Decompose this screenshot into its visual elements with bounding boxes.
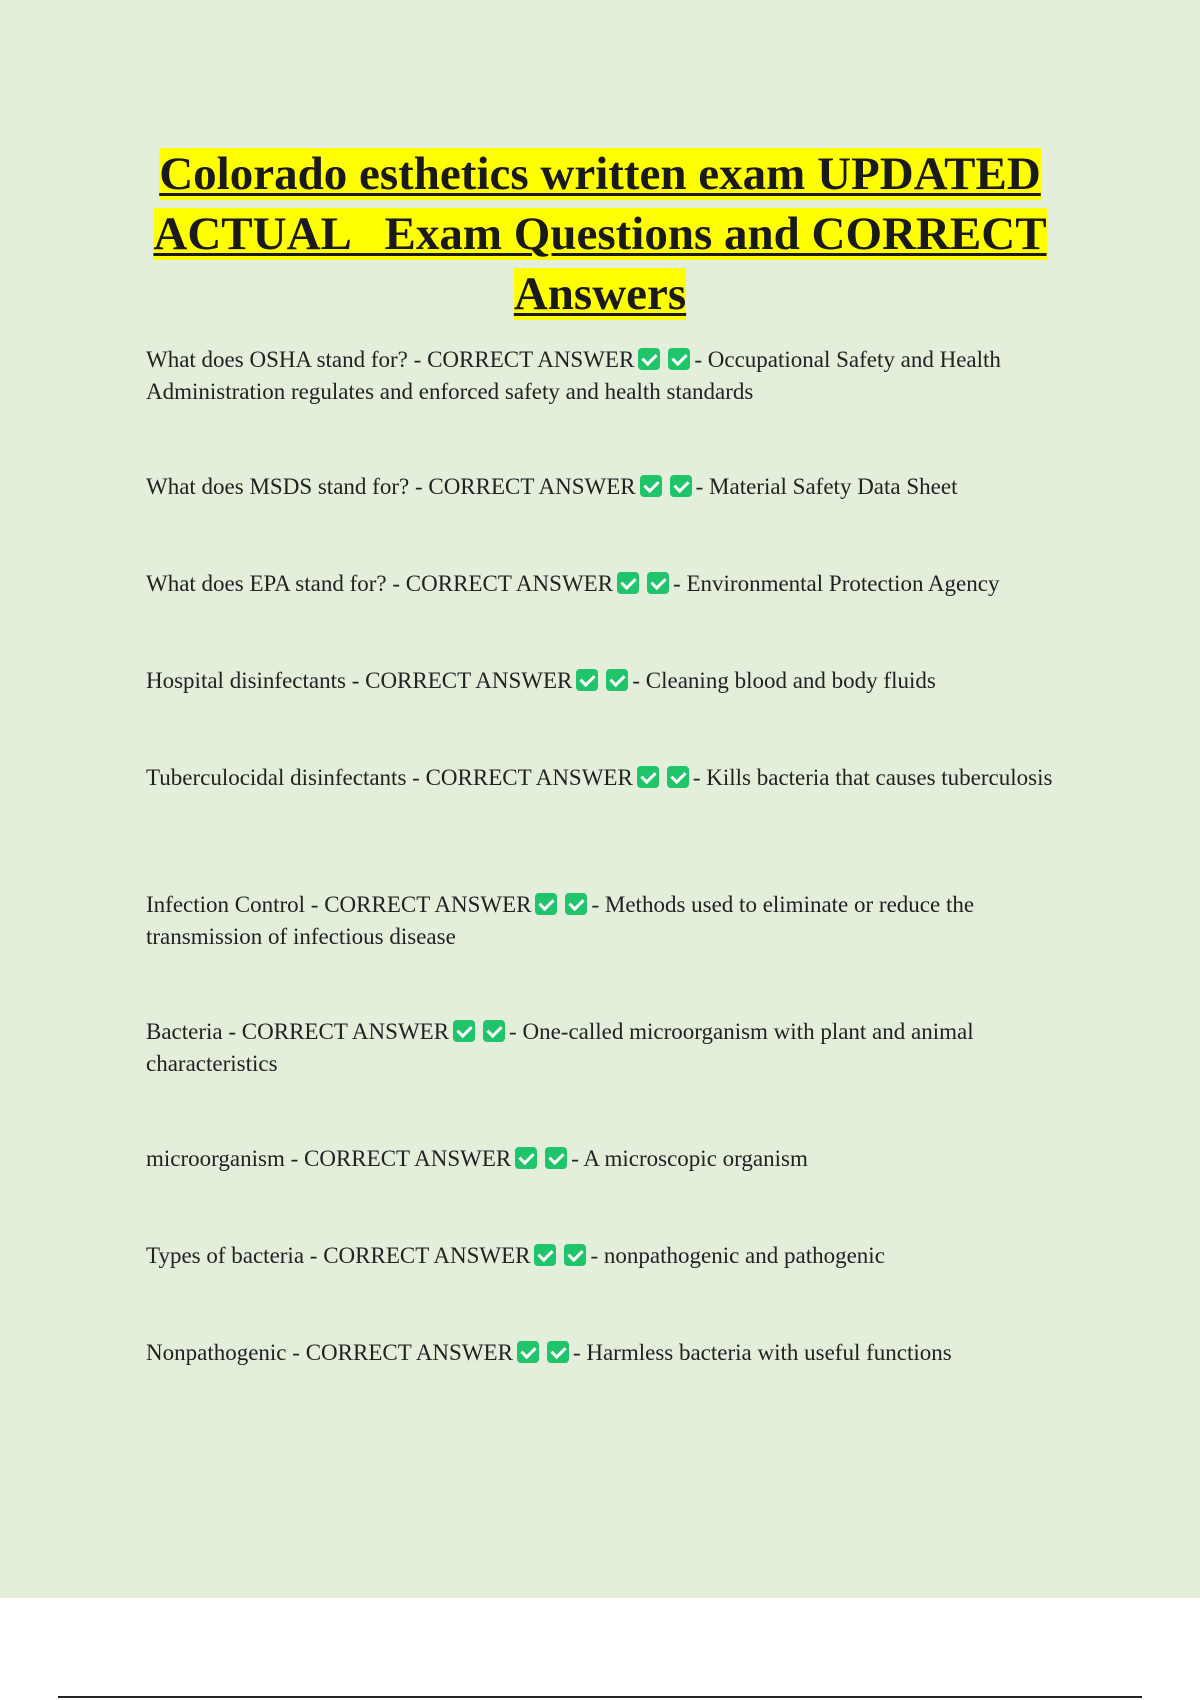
green-check-icon	[637, 766, 659, 788]
answer-marker: CORRECT ANSWER	[365, 668, 573, 693]
title-line: ACTUAL Exam Questions and CORRECT	[153, 208, 1047, 260]
qa-item: What does EPA stand for? - CORRECT ANSWER - Environmental Protection Agency	[146, 571, 1000, 596]
green-check-icon	[606, 669, 628, 691]
qa-item: Nonpathogenic - CORRECT ANSWER - Harmless bacteria with useful functions	[146, 1340, 952, 1365]
question-text: Tuberculocidal disinfectants	[146, 765, 407, 790]
answer-text: One-called microorganism with plant and animal characteristics	[146, 1019, 974, 1076]
green-check-icon	[638, 348, 660, 370]
green-check-icon	[547, 1341, 569, 1363]
qa-item: Types of bacteria - CORRECT ANSWER - nonpathogenic and pathogenic	[146, 1243, 885, 1268]
green-check-icon	[647, 572, 669, 594]
qa-item: Hospital disinfectants - CORRECT ANSWER - Cleaning blood and body fluids	[146, 668, 936, 693]
qa-item: Bacteria - CORRECT ANSWER - One-called microorganism with plant and animal characteristics	[146, 1019, 974, 1076]
answer-marker: CORRECT ANSWER	[305, 1340, 513, 1365]
green-check-icon	[640, 475, 662, 497]
question-text: Bacteria	[146, 1019, 223, 1044]
green-check-icon	[617, 572, 639, 594]
answer-marker: CORRECT ANSWER	[241, 1019, 450, 1044]
green-check-icon	[670, 475, 692, 497]
answer-text: A microscopic organism	[583, 1146, 808, 1171]
answer-marker: CORRECT ANSWER	[323, 1243, 531, 1268]
green-check-icon	[667, 766, 689, 788]
answer-text: nonpathogenic and pathogenic	[603, 1243, 885, 1268]
answer-text: Occupational Safety and Health Administration regulates and enforced safety and health standards	[146, 347, 1001, 404]
green-check-icon	[576, 669, 598, 691]
answer-marker: CORRECT ANSWER	[405, 571, 614, 596]
green-check-icon	[515, 1147, 537, 1169]
document-title	[100, 144, 1100, 324]
question-text: microorganism	[146, 1146, 285, 1171]
qa-item: microorganism - CORRECT ANSWER - A microscopic organism	[146, 1146, 808, 1171]
footer-divider	[58, 1696, 1142, 1698]
green-check-icon	[545, 1147, 567, 1169]
green-check-icon	[565, 893, 587, 915]
question-text: What does MSDS stand for?	[146, 474, 410, 499]
question-text: What does OSHA stand for?	[146, 347, 408, 372]
answer-text: Harmless bacteria with useful functions	[586, 1340, 952, 1365]
title-line: Colorado esthetics written exam UPDATED	[159, 148, 1041, 200]
green-check-icon	[483, 1020, 505, 1042]
answer-text: Environmental Protection Agency	[686, 571, 1000, 596]
question-text: Nonpathogenic	[146, 1340, 287, 1365]
qa-item: Tuberculocidal disinfectants - CORRECT ANSWER - Kills bacteria that causes tuberculosis	[146, 765, 1053, 790]
qa-item: What does MSDS stand for? - CORRECT ANSWER - Material Safety Data Sheet	[146, 474, 958, 499]
answer-marker: CORRECT ANSWER	[324, 892, 532, 917]
question-text: Infection Control	[146, 892, 306, 917]
answer-text: Methods used to eliminate or reduce the transmission of infectious disease	[146, 892, 975, 949]
answer-text: Cleaning blood and body fluids	[645, 668, 936, 693]
green-check-icon	[564, 1244, 586, 1266]
answer-marker: CORRECT ANSWER	[425, 765, 633, 790]
answer-marker: CORRECT ANSWER	[428, 474, 636, 499]
question-text: What does EPA stand for?	[146, 571, 387, 596]
answer-text: Kills bacteria that causes tuberculosis	[706, 765, 1053, 790]
green-check-icon	[668, 348, 690, 370]
qa-item: What does OSHA stand for? - CORRECT ANSWER - Occupational Safety and Health Administration regulates and enforced safety and health standards	[146, 347, 1001, 404]
qa-item: Infection Control - CORRECT ANSWER - Methods used to eliminate or reduce the transmission of infectious disease	[146, 892, 975, 949]
answer-marker: CORRECT ANSWER	[427, 347, 635, 372]
question-text: Types of bacteria	[146, 1243, 305, 1268]
answer-marker: CORRECT ANSWER	[304, 1146, 512, 1171]
question-text: Hospital disinfectants	[146, 668, 346, 693]
answer-text: Material Safety Data Sheet	[709, 474, 958, 499]
green-check-icon	[534, 1244, 556, 1266]
green-check-icon	[517, 1341, 539, 1363]
green-check-icon	[535, 893, 557, 915]
title-line: Answers	[513, 268, 687, 320]
green-check-icon	[453, 1020, 475, 1042]
